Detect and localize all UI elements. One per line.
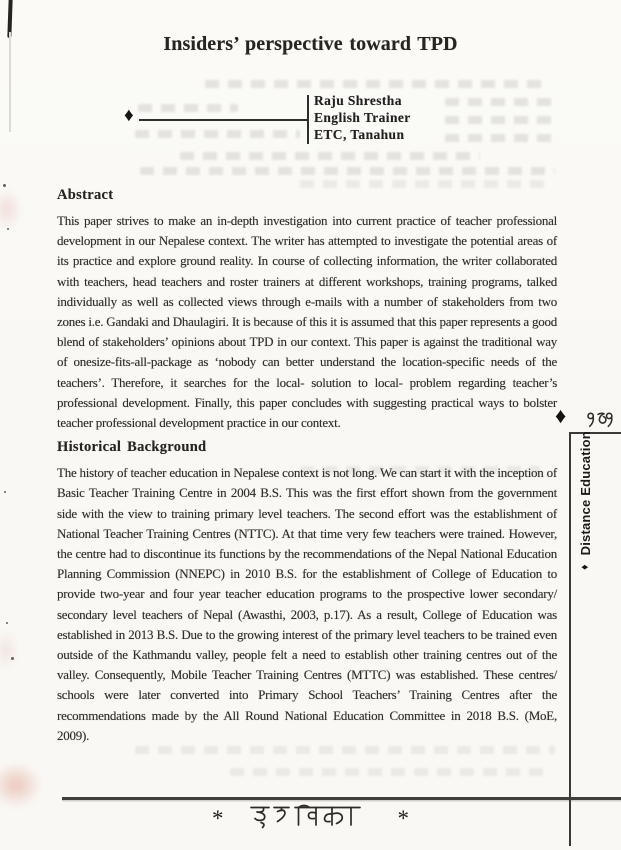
author-divider-bar xyxy=(307,95,309,144)
journal-side-label xyxy=(575,432,595,570)
footer-rule xyxy=(62,797,621,800)
scan-speck-artifact xyxy=(3,184,6,187)
author-block xyxy=(314,93,411,143)
author-affiliation: ETC, Tanahun xyxy=(314,126,405,142)
diamond-icon: ♦ xyxy=(578,564,591,570)
scan-smudge-artifact xyxy=(0,762,42,808)
footer xyxy=(0,803,621,829)
bleedthrough-artifact xyxy=(205,80,550,88)
bleedthrough-artifact xyxy=(140,167,555,175)
author-connector-line xyxy=(139,119,308,121)
diamond-icon: ♦ xyxy=(124,105,134,126)
bleedthrough-artifact xyxy=(135,130,300,138)
side-label-text: Distance Education xyxy=(577,431,593,556)
devanagari-dura-shiksha-glyphs xyxy=(251,806,360,828)
bleedthrough-artifact xyxy=(445,98,555,106)
bleedthrough-artifact xyxy=(445,116,555,124)
page-number-devanagari xyxy=(585,411,615,429)
scan-speck-artifact xyxy=(4,491,6,493)
bleedthrough-artifact xyxy=(180,152,480,160)
section-heading-historical-background: Historical Background xyxy=(57,439,207,456)
article-body xyxy=(57,187,557,752)
scan-smudge-artifact xyxy=(0,630,18,670)
abstract-paragraph: This paper strives to make an in-depth investigation into current practice of teacher professional development in our Nepalese context. The writer has attempted to investigate the potential areas of its practice and explore ground reality. In course of collecting information, the writer collaborated with teachers, head teachers and roster trainers at different workshops, training programs, talked individually as well as collected views through e-mails with a number of stakeholders from two zones i.e. Gandaki and Dhaulagiri. It is because of this it is assumed that this paper represents a good blend of stakeholders’ opinions about TPD in our context. This paper is against the traditional way of onesize-fits-all-package as ‘nobody can better understand the location-specific needs of the teachers’. Therefore, it searches for the local- solution to local- problem regarding teacher’s professional development. Finally, this paper concludes with suggesting practical ways to bolster teacher professional development practice in our context. xyxy=(57,213,557,431)
scan-speck-artifact xyxy=(11,657,14,660)
devanagari-161-glyphs xyxy=(588,413,612,426)
star-icon: * xyxy=(397,805,409,831)
diamond-icon: ♦ xyxy=(555,403,567,428)
bleedthrough-artifact xyxy=(138,104,238,112)
scan-speck-artifact xyxy=(6,622,8,624)
bleedthrough-artifact xyxy=(230,768,550,776)
section-heading-abstract: Abstract xyxy=(57,187,114,203)
author-name: Raju Shrestha xyxy=(314,93,402,108)
bleedthrough-artifact xyxy=(445,134,553,142)
footer-journal-name-devanagari xyxy=(250,803,372,829)
star-icon: * xyxy=(212,805,224,831)
page-title: Insiders’ perspective toward TPD xyxy=(163,33,458,55)
historical-background-paragraph: The history of teacher education in Nepalese context is not long. We can start it with the inception of Basic Teacher Training Centre in 2004 B.S. This was the first effort shown from the government side with the view to training primary level teachers. The second effort was the establishment of National Teacher Training Centres (NTTC). At that time very few teachers were trained. However, the centre had to discontinue its functions by the recommendations of the Nepal National Education Planning Commission (NNEPC) in 2010 B.S. for the establishment of College of Education to provide two-year and four year teacher education programs to the prospective lower secondary/ secondary level teachers of Nepal (Awasthi, 2003, p.17). As a result, College of Education was established in 2013 B.S. Due to the growing interest of the primary level teachers to be trained even outside of the Kathmandu valley, people felt a need to establish other training centres out of the valley. Consequently, Mobile Teacher Training Centres (MTTC) was established. These centres/ schools were later converted into Primary School Teachers’ Training Centres after the recommendations made by the All Round National Education Committee in 2018 B.S. (MoE, 2009). xyxy=(57,465,557,743)
scan-smudge-artifact xyxy=(0,188,22,230)
author-role: English Trainer xyxy=(314,109,411,125)
scan-speck-artifact xyxy=(7,228,9,230)
margin-band-vertical-rule xyxy=(569,432,571,846)
